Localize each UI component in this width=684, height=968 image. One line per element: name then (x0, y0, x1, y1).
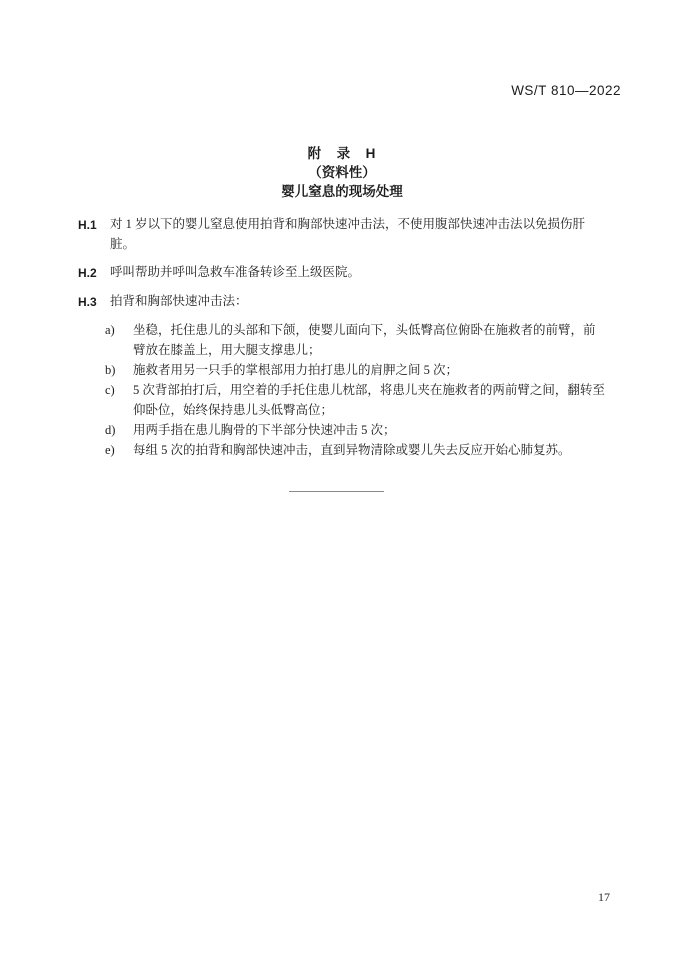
clause-text: 呼叫帮助并呼叫急救车准备转诊至上级医院。 (110, 265, 361, 279)
appendix-subject: 婴儿窒息的现场处理 (281, 184, 403, 199)
list-marker: a) (105, 323, 115, 337)
page-number: 17 (598, 890, 610, 904)
document-body (78, 214, 606, 492)
list-item-text: 坐稳，托住患儿的头部和下颌，使婴儿面向下，头低臀高位俯卧在施救者的前臂，前臂放在膝盖上，用大腿支撑患儿； (133, 323, 596, 357)
appendix-type: （资料性） (308, 165, 376, 180)
clause-label: H.3 (78, 295, 97, 309)
list-marker: e) (105, 443, 115, 457)
appendix-title-block (0, 144, 684, 201)
clause-h3 (78, 291, 606, 312)
list-item-text: 施救者用另一只手的掌根部用力拍打患儿的肩胛之间 5 次； (133, 363, 459, 377)
list-item-text: 用两手指在患儿胸骨的下半部分快速冲击 5 次； (133, 423, 396, 437)
list-marker: b) (105, 363, 116, 377)
end-of-text-divider (289, 491, 384, 492)
lettered-list (78, 320, 606, 460)
clause-label: H.1 (78, 218, 97, 232)
list-marker: d) (105, 423, 116, 437)
list-item (105, 360, 606, 380)
clause-label: H.2 (78, 266, 97, 280)
list-item (105, 440, 606, 460)
clause-text: 拍背和胸部快速冲击法： (110, 294, 248, 308)
appendix-heading: 附 录 H (307, 146, 377, 161)
list-item (105, 320, 606, 360)
list-item-text: 每组 5 次的拍背和胸部快速冲击，直到异物清除或婴儿失去反应开始心肺复苏。 (133, 443, 571, 457)
list-item (105, 380, 606, 420)
clause-text: 对 1 岁以下的婴儿窒息使用拍背和胸部快速冲击法，不使用腹部快速冲击法以免损伤肝脏。 (110, 217, 586, 251)
clause-h1 (78, 214, 606, 254)
list-item (105, 420, 606, 440)
clause-h2 (78, 262, 606, 283)
list-item-text: 5 次背部拍打后，用空着的手托住患儿枕部，将患儿夹在施救者的两前臂之间，翻转至仰卧位，始终保持患儿头低臀高位； (133, 383, 605, 417)
standard-number: WS/T 810—2022 (511, 83, 621, 98)
list-marker: c) (105, 383, 115, 397)
